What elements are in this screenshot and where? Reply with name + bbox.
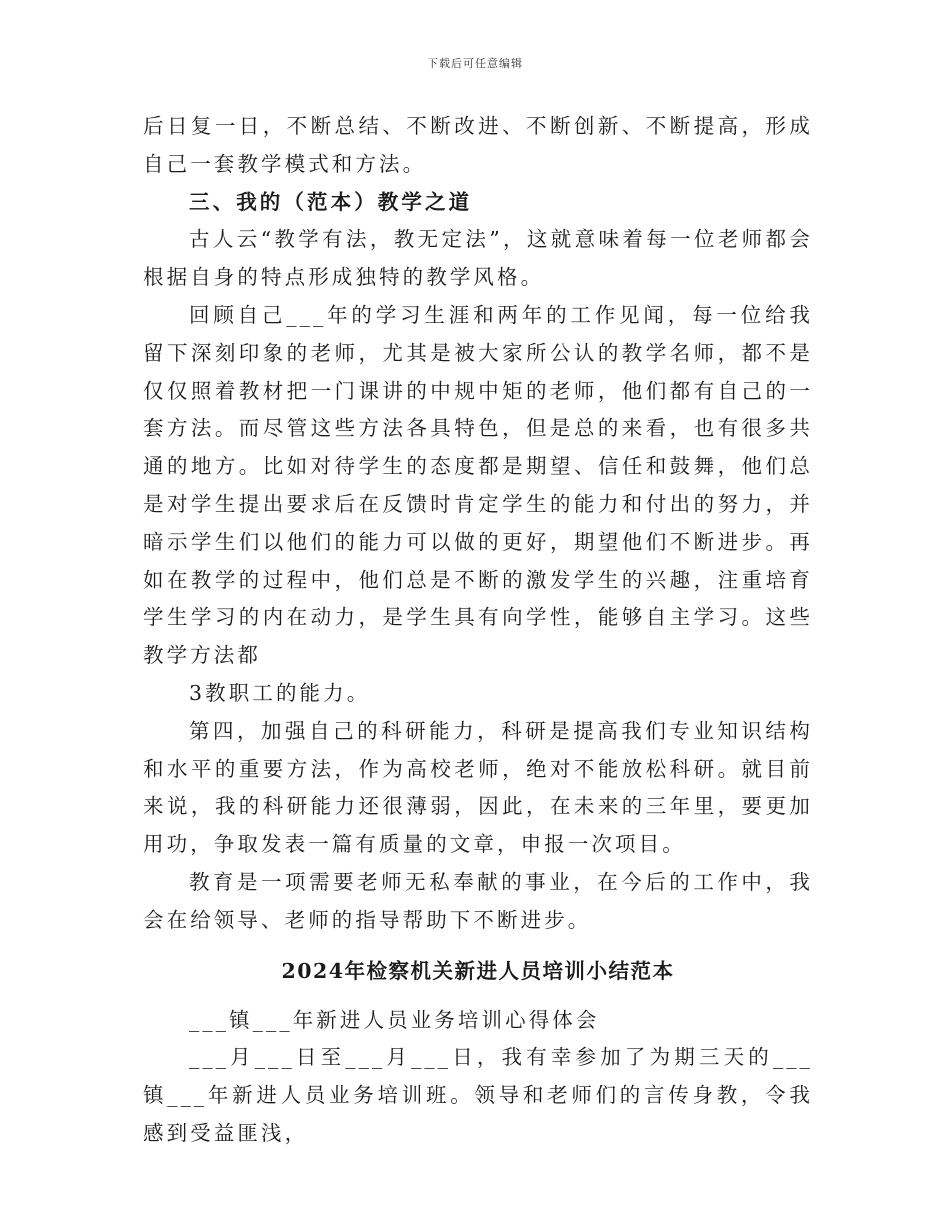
page-header: 下载后可任意编辑 (427, 57, 523, 70)
paragraph-review: 回顾自己___年的学习生涯和两年的工作见闻，每一位给我留下深刻印象的老师，尤其是被大家所公认的教学名师，都不是仅仅照着教材把一门课讲的中规中矩的老师，他们都有自己的一套方法。而尽管这些方法各具特色，但是总的来看，也有很多共通的地方。比如对待学生的态度都是期望、信任和鼓舞，他们总是对学生提出要求后在反馈时肯定学生的能力和付出的努力，并暗示学生们以他们的能力可以做的更好，期望他们不断进步。再如在教学的过程中，他们总是不断的激发学生的兴趣，注重培育学生学习的内在动力，是学生具有向学性，能够自主学习。这些教学方法都 (143, 302, 813, 668)
paragraph-training: ___月___日至___月___日，我有幸参加了为期三天的___镇___年新进人员业务培训班。领导和老师们的言传身教，令我感到受益匪浅， (143, 1045, 813, 1145)
paragraph-continuation: 后日复一日，不断总结、不断改进、不断创新、不断提高，形成自己一套教学模式和方法。 (143, 114, 813, 176)
paragraph-research: 第四，加强自己的科研能力，科研是提高我们专业知识结构和水平的重要方法，作为高校老师，绝对不能放松科研。就目前来说，我的科研能力还很薄弱，因此，在未来的三年里，要更加用功，争取发表一篇有质量的文章，申报一次项目。 (143, 718, 813, 857)
section-heading: 三、我的（范本）教学之道 (189, 189, 473, 214)
paragraph-closing: 教育是一项需要老师无私奉献的事业，在今后的工作中，我会在给领导、老师的指导帮助下不断进步。 (143, 869, 813, 932)
paragraph-subtitle: ___镇___年新进人员业务培训心得体会 (189, 1007, 600, 1032)
document-body (143, 108, 813, 1153)
document-title: 2024年检察机关新进人员培训小结范本 (281, 958, 675, 983)
paragraph-fragment: 3教职工的能力。 (189, 680, 371, 705)
paragraph-quote: 古人云“教学有法，教无定法”，这就意味着每一位老师都会根据自身的特点形成独特的教学风格。 (143, 227, 813, 290)
